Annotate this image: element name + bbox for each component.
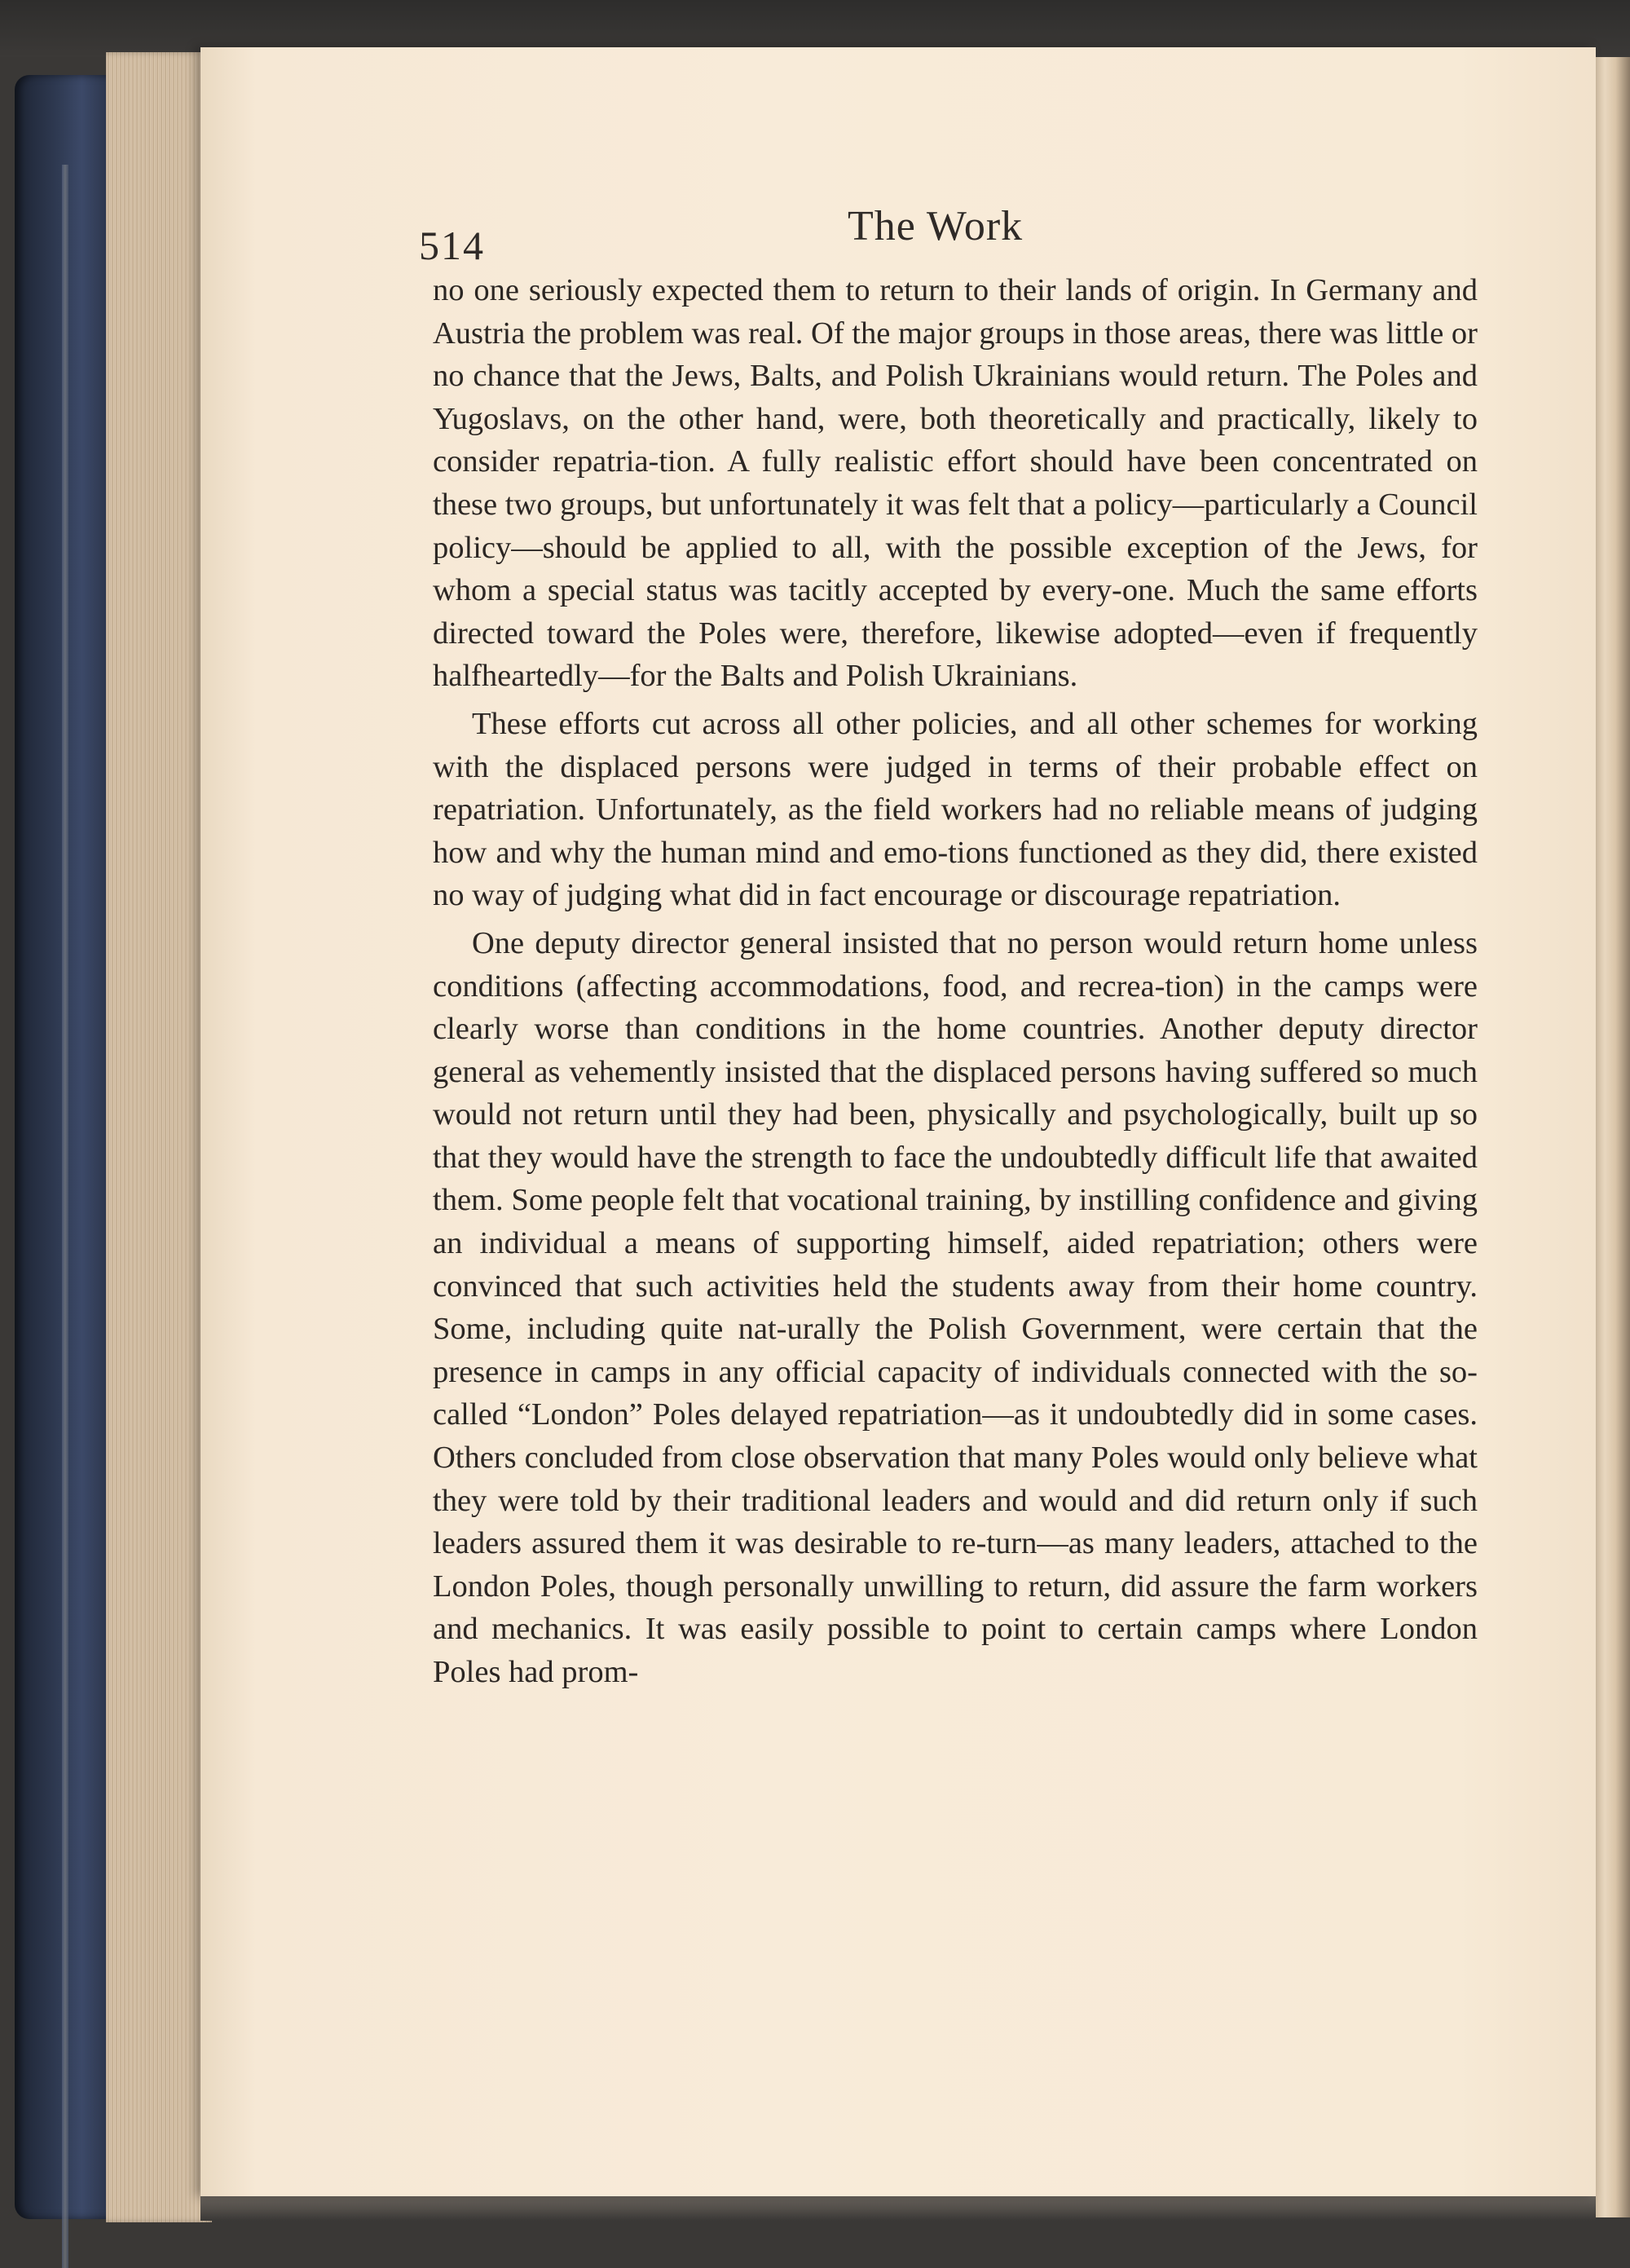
running-head: The Work [848,203,1024,249]
facing-page-edge [1594,57,1630,2217]
page-number: 514 [419,223,485,268]
paragraph-3: One deputy director general insisted that no person would return home unless conditions (affecting accommodations, food, and recrea-tion) in the camps were clearly worse than conditions in the home countries. Another deputy director general as vehemently insisted that the displaced persons having suffered so much would not return until they had been, physically and psychologically, built up so that they would have the strength to face the undoubtedly difficult life that awaited them. Some people felt that vocational training, by instilling confidence and giving an individual a means of supporting himself, aided repatriation; others were convinced that such activities held the students away from their home country. Some, including quite nat-urally the Polish Government, were certain that the presence in camps in any official capacity of individuals connected with the so-called “London” Poles delayed repatriation—as it undoubtedly did in some cases. Others concluded from close observation that many Poles would only believe what they were told by their traditional leaders and would and did return only if such leaders assured them it was desirable to re-turn—as many leaders, attached to the London Poles, though personally unwilling to return, did assure the farm workers and mechanics. It was easily possible to point to certain camps where London Poles had prom- [433,925,1478,1689]
paragraph-1: no one seriously expected them to return to their lands of origin. In Germany and Austria the problem was real. Of the major groups in those areas, there was little or no chance that the Jews, Balts, and Polish Ukrainians would return. The Poles and Yugoslavs, on the other hand, were, both theoretically and practically, likely to consider repatria-tion. A fully realistic effort should have been concentrated on these two groups, but unfortunately it was felt that a policy—particularly a Council policy—should be applied to all, with the possible exception of the Jews, for whom a special status was tacitly accepted by every-one. Much the same efforts directed toward the Poles were, therefore, likewise adopted—even if frequently halfheartedly—for the Balts and Polish Ukrainians. [433,273,1478,694]
paragraph-2: These efforts cut across all other policies, and all other schemes for working with the displaced persons were judged in terms of their probable effect on repatriation. Unfortunately, as the field workers had no reliable means of judging how and why the human mind and emo-tions functioned as they did, there existed no way of judging what did in fact encourage or discourage repatriation. [433,706,1478,913]
page-edges [106,52,212,2222]
cover-edge-highlight [62,165,68,2268]
body-text [433,269,1478,1694]
page-bottom-shadow [200,2196,1596,2221]
